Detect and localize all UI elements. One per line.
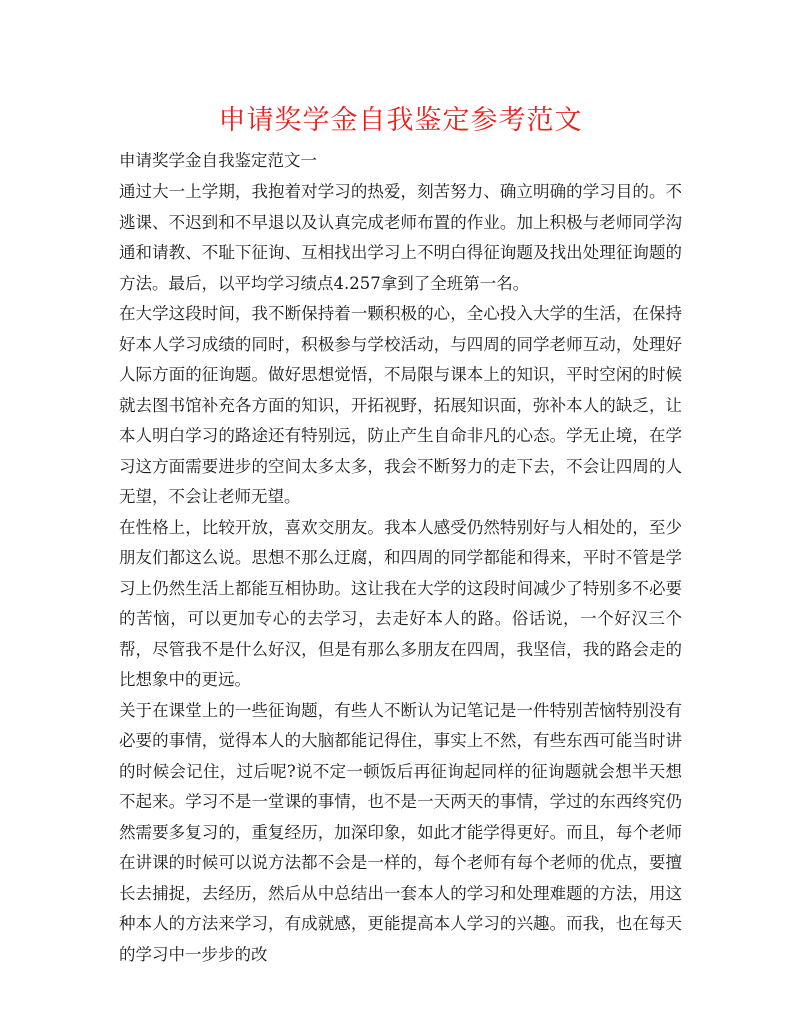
document-subtitle: 申请奖学金自我鉴定范文一: [119, 151, 317, 170]
paragraph-1: 通过大一上学期，我抱着对学习的热爱，刻苦努力、确立明确的学习目的。不逃课、不迟到和不早退以及认真完成老师布置的作业。加上积极与老师同学沟通和请教、不耻下征询、互相找出学习上不明白得征询题及找出处理征询题的方法。最后，以平均学习绩点4.257拿到了全班第一名。: [119, 182, 682, 293]
paragraph-2: 在大学这段时间，我不断保持着一颗积极的心，全心投入大学的生活，在保持好本人学习成绩的同时，积极参与学校活动，与四周的同学老师互动，处理好人际方面的征询题。做好思想觉悟，不局限与课本上的知识，平时空闲的时候就去图书馆补充各方面的知识，开拓视野，拓展知识面，弥补本人的缺乏，让本人明白学习的路途还有特别远，防止产生自命非凡的心态。学无止境，在学习这方面需要进步的空间太多太多，我会不断努力的走下去，不会让四周的人无望，不会让老师无望。: [119, 304, 682, 506]
document-page: [119, 101, 682, 970]
paragraph-3: 在性格上，比较开放，喜欢交朋友。我本人感受仍然特别好与人相处的，至少朋友们都这么说。思想不那么迂腐，和四周的同学都能和得来，平时不管是学习上仍然生活上都能互相协助。这让我在大学的这段时间减少了特别多不必要的苦恼，可以更加专心的去学习，去走好本人的路。俗话说，一个好汉三个帮，尽管我不是什么好汉，但是有那么多朋友在四周，我坚信，我的路会走的比想象中的更远。: [119, 517, 682, 689]
paragraph-4: 关于在课堂上的一些征询题，有些人不断认为记笔记是一件特别苦恼特别没有必要的事情，觉得本人的大脑都能记得住，事实上不然，有些东西可能当时讲的时候会记住，过后呢?说不定一顿饭后再征询起同样的征询题就会想半天想不起来。学习不是一堂课的事情，也不是一天两天的事情，学过的东西终究仍然需要多复习的，重复经历，加深印象，如此才能学得更好。而且，每个老师在讲课的时候可以说方法都不会是一样的，每个老师有每个老师的优点，要擅长去捕捉，去经历，然后从中总结出一套本人的学习和处理难题的方法，用这种本人的方法来学习，有成就感，更能提高本人学习的兴趣。而我，也在每天的学习中一步步的改: [119, 700, 682, 964]
document-title: 申请奖学金自我鉴定参考范文: [218, 105, 583, 136]
